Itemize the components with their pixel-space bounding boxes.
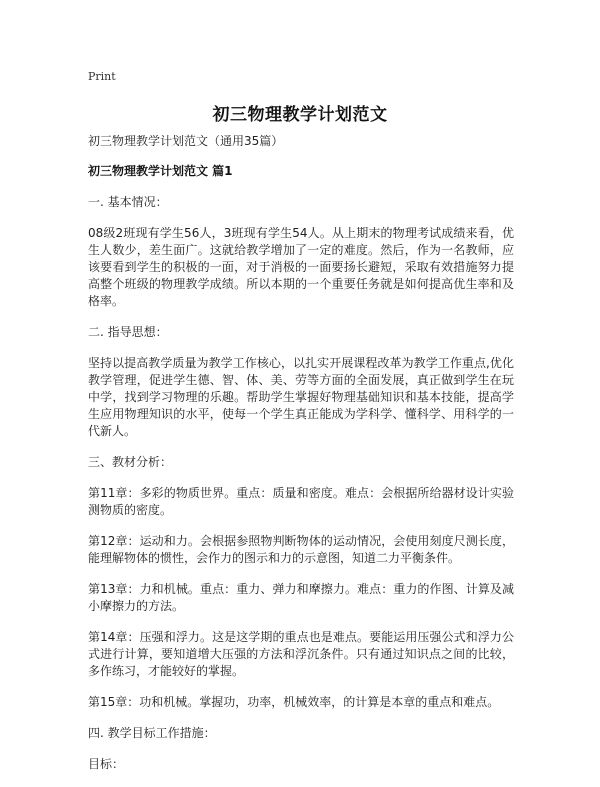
chapter-13-paragraph: 第13章：力和机械。重点：重力、弹力和摩擦力。难点：重力的作图、计算及减小摩擦力的方法。 <box>88 582 514 613</box>
section-title: 初三物理教学计划范文 篇1 <box>88 164 233 178</box>
chapter-14-paragraph: 第14章：压强和浮力。这是这学期的重点也是难点。要能运用压强公式和浮力公式进行计算，要知道增大压强的方法和浮沉条件。只有通过知识点之间的比较，多作练习，才能较好的掌握。 <box>88 630 514 678</box>
chapter-15-paragraph: 第15章：功和机械。掌握功，功率，机械效率，的计算是本章的重点和难点。 <box>88 695 500 709</box>
guide-heading: 二. 指导思想： <box>88 325 168 339</box>
basic-heading: 一. 基本情况： <box>88 195 168 209</box>
print-label: Print <box>88 70 116 83</box>
chapter-12-paragraph: 第12章：运动和力。会根据参照物判断物体的运动情况，会使用刻度尺测长度，能理解物体的惯性，会作力的图示和力的示意图，知道二力平衡条件。 <box>88 534 514 565</box>
measures-heading: 四. 教学目标工作措施： <box>88 726 216 740</box>
page-title: 初三物理教学计划范文 <box>212 105 388 125</box>
goals-label: 目标： <box>88 757 125 771</box>
chapter-11-paragraph: 第11章：多彩的物质世界。重点：质量和密度。难点：会根据所给器材设计实验测物质的密度。 <box>88 486 514 517</box>
guide-paragraph: 坚持以提高教学质量为教学工作核心，以扎实开展课程改革为教学工作重点,优化教学管理，促进学生德、智、体、美、劳等方面的全面发展，真正做到学生在玩中学，找到学习物理的乐趣。帮助学生掌握好物理基础知识和基本技能，提高学生应用物理知识的水平，使每一个学生真正能成为学科学、懂科学、用科学的一代新人。 <box>88 356 514 438</box>
analysis-heading: 三、教材分析： <box>88 455 173 469</box>
basic-paragraph: 08级2班现有学生56人，3班现有学生54人。从上期末的物理考试成绩来看，优生人数少，差生面广。这就给教学增加了一定的难度。然后，作为一名教师，应该要看到学生的积极的一面，对于消极的一面要扬长避短，采取有效措施努力提高整个班级的物理教学成绩。所以本期的一个重要任务就是如何提高优生率和及格率。 <box>88 226 514 308</box>
document-body <box>88 133 514 787</box>
document-subtitle: 初三物理教学计划范文（通用35篇） <box>88 134 284 148</box>
